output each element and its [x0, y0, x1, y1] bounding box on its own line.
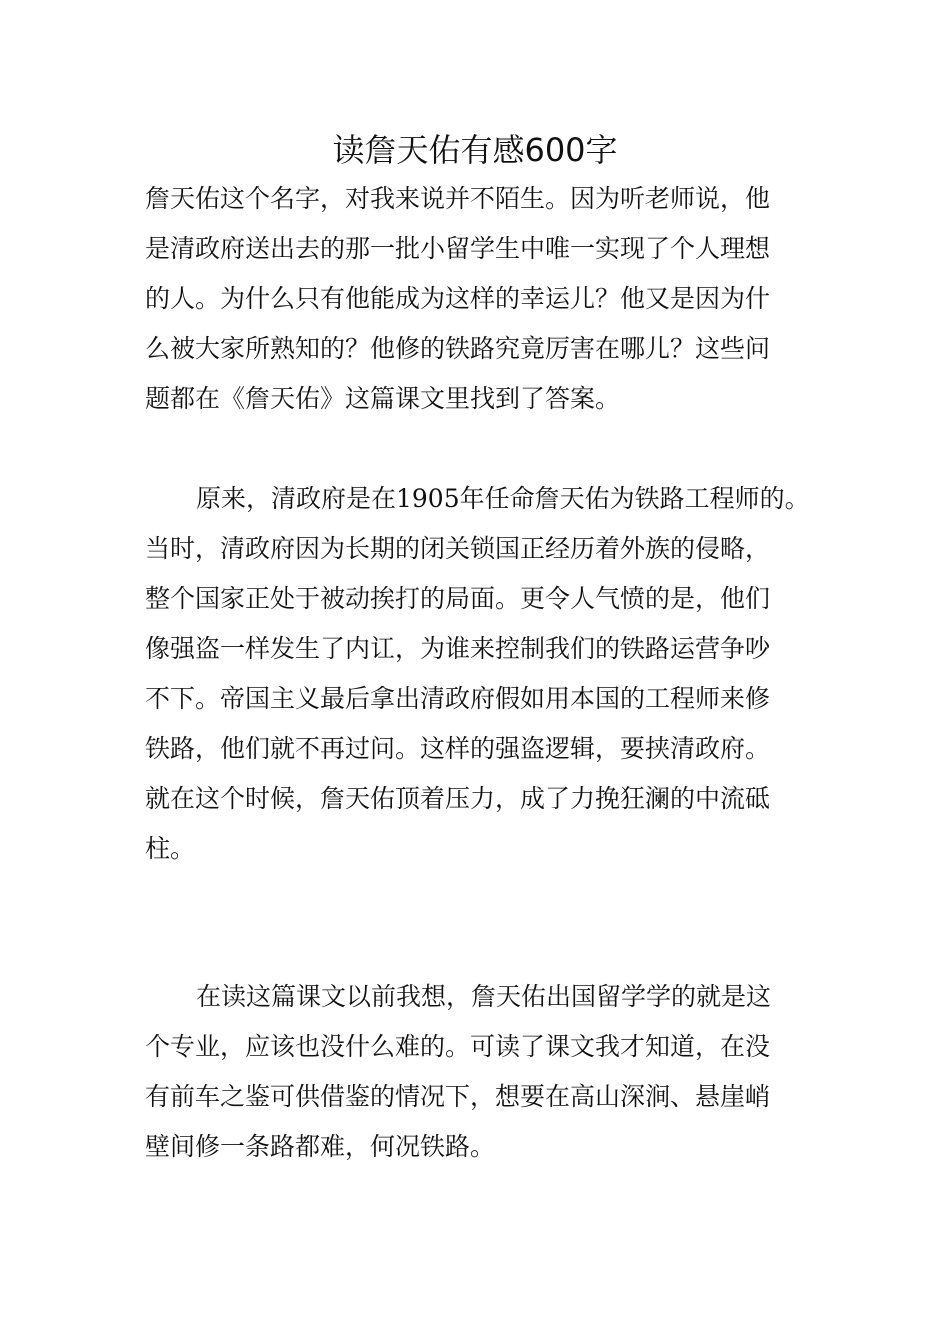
paragraph-3-line-2: 个专业，应该也没什么难的。可读了课文我才知道，在没 [145, 1032, 771, 1061]
paragraph-1-line-1: 詹天佑这个名字，对我来说并不陌生。因为听老师说，他 [145, 184, 771, 213]
paragraph-3-line-1: 在读这篇课文以前我想，詹天佑出国留学学的就是这 [196, 982, 772, 1011]
paragraph-1-line-3: 的人。为什么只有他能成为这样的幸运儿？他又是因为什 [145, 284, 771, 313]
paragraph-2-line-2: 当时，清政府因为长期的闭关锁国正经历着外族的侵略， [145, 534, 771, 563]
paragraph-2-line-6: 铁路，他们就不再过问。这样的强盗逻辑，要挟清政府。 [145, 734, 771, 763]
paragraph-3-line-3: 有前车之鉴可供借鉴的情况下，想要在高山深涧、悬崖峭 [145, 1082, 771, 1111]
paragraph-2-line-1: 原来，清政府是在1905年任命詹天佑为铁路工程师的。 [196, 484, 810, 513]
paragraph-1-line-5: 题都在《詹天佑》这篇课文里找到了答案。 [145, 384, 621, 413]
paragraph-3-line-4: 壁间修一条路都难，何况铁路。 [145, 1132, 496, 1161]
paragraph-2-line-8: 柱。 [145, 834, 196, 863]
paragraph-1-line-2: 是清政府送出去的那一批小留学生中唯一实现了个人理想 [145, 234, 771, 263]
paragraph-2-line-7: 就在这个时候，詹天佑顶着压力，成了力挽狂澜的中流砥 [145, 784, 771, 813]
paragraph-2-line-4: 像强盗一样发生了内讧，为谁来控制我们的铁路运营争吵 [145, 634, 771, 663]
paragraph-2-line-5: 不下。帝国主义最后拿出清政府假如用本国的工程师来修 [145, 684, 771, 713]
paragraph-1-line-4: 么被大家所熟知的？他修的铁路究竟厉害在哪儿？这些问 [145, 334, 771, 363]
paragraph-2-line-3: 整个国家正处于被动挨打的局面。更令人气愤的是，他们 [145, 584, 771, 613]
document-title: 读詹天佑有感600字 [332, 131, 618, 169]
